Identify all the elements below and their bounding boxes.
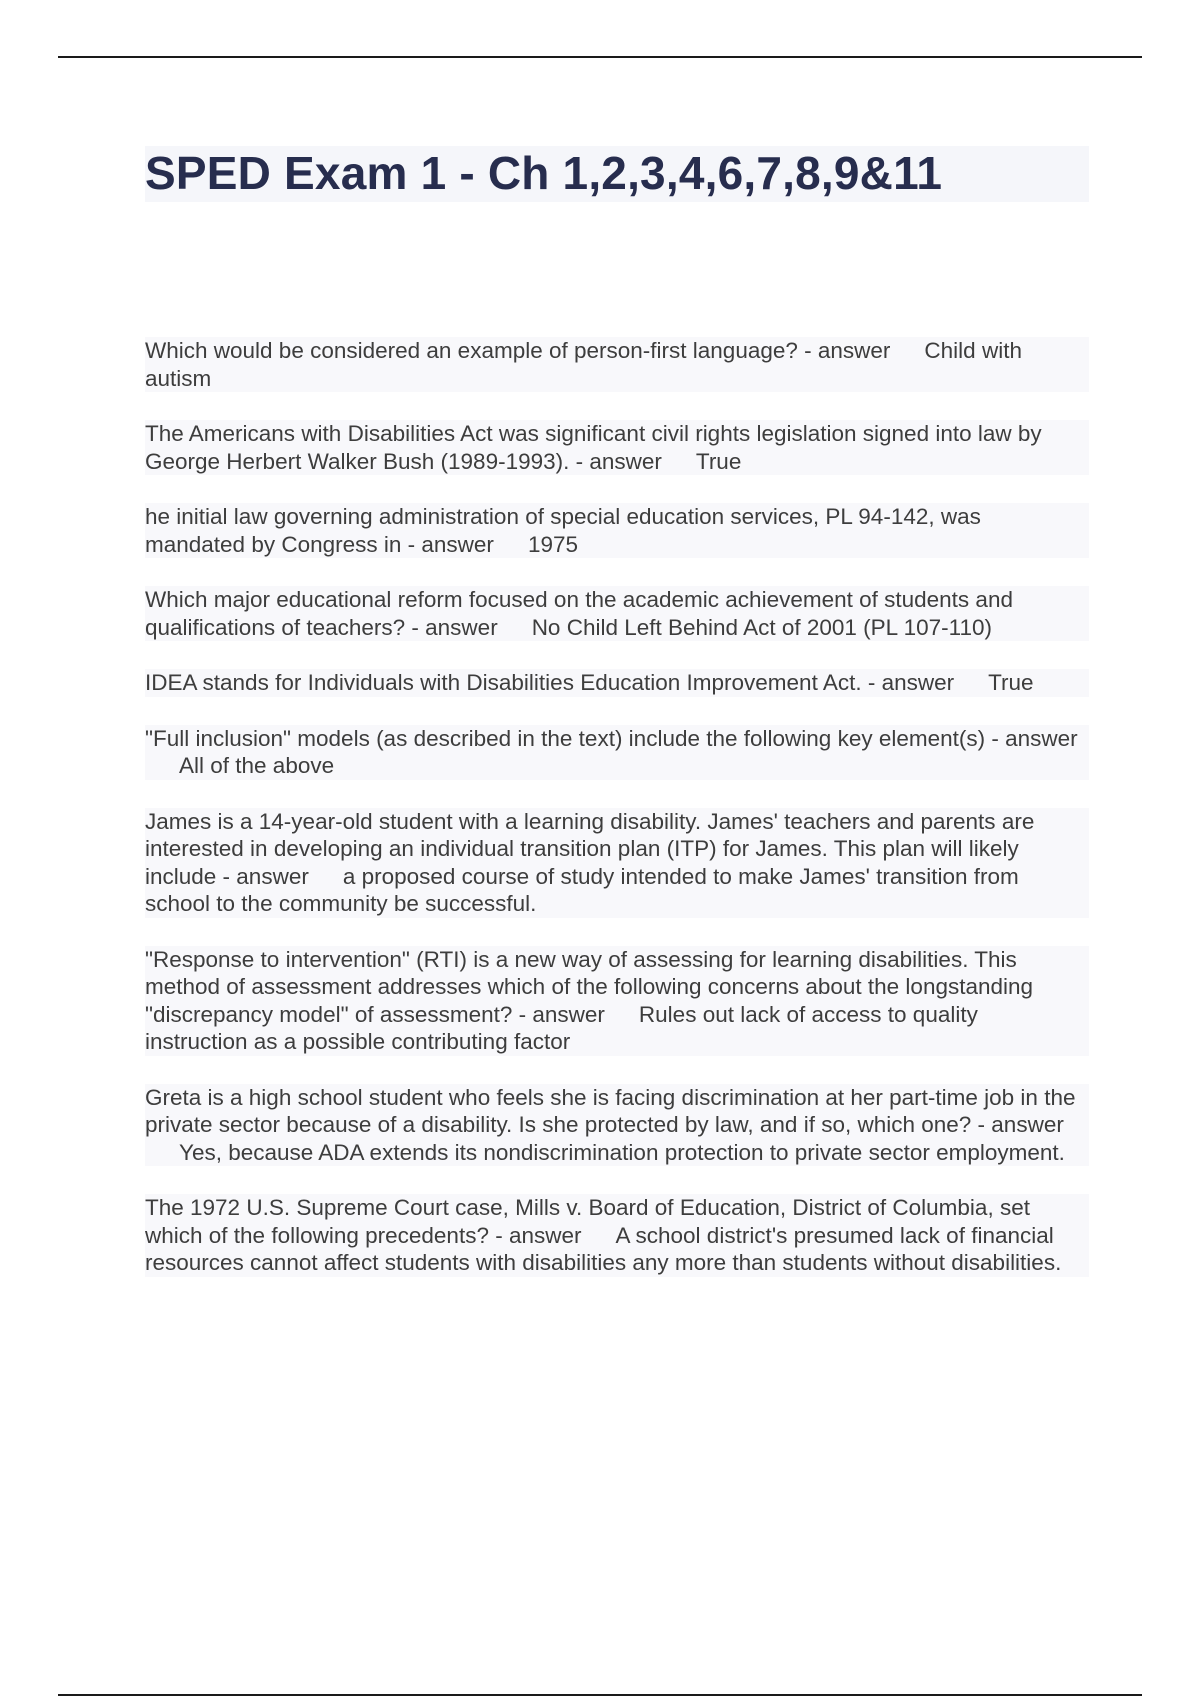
qa-answer: Child with autism <box>145 338 1022 391</box>
qa-answer: Rules out lack of access to quality instruction as a possible contributing factor <box>145 1001 978 1054</box>
qa-item <box>145 420 1089 475</box>
qa-item <box>145 808 1089 918</box>
qa-question: IDEA stands for Individuals with Disabilities Education Improvement Act. - answer <box>145 670 955 695</box>
qa-question: "Response to intervention" (RTI) is a new way of assessing for learning disabilities. This method of assessment addresses which of the following concerns about the longstanding "discrepancy model" of assessment? - answer <box>145 946 1034 1027</box>
qa-item <box>145 1194 1089 1277</box>
qa-question: he initial law governing administration of special education services, PL 94-142, was mandated by Congress in - answer <box>145 504 981 557</box>
qa-question: Which would be considered an example of person-first language? - answer <box>145 338 891 363</box>
top-divider <box>58 56 1142 58</box>
qa-answer: All of the above <box>179 753 335 778</box>
qa-question: Which major educational reform focused on the academic achievement of students and qualifications of teachers? - answer <box>145 587 1013 640</box>
qa-list <box>145 337 1089 1305</box>
qa-answer: True <box>988 670 1034 695</box>
qa-item <box>145 337 1089 392</box>
qa-question: Greta is a high school student who feels she is facing discrimination at her part-time job in the private sector because of a disability. Is she protected by law, and if so, which one? - answer <box>145 1084 1076 1137</box>
qa-answer: a proposed course of study intended to make James' transition from school to the community be successful. <box>145 863 1019 916</box>
qa-question: James is a 14-year-old student with a learning disability. James' teachers and parents are interested in developing an individual transition plan (ITP) for James. This plan will likely include - answer <box>145 808 1035 889</box>
qa-item <box>145 503 1089 558</box>
qa-item <box>145 946 1089 1056</box>
qa-answer: Yes, because ADA extends its nondiscrimination protection to private sector employment. <box>179 1139 1065 1165</box>
qa-answer: No Child Left Behind Act of 2001 (PL 107-110) <box>531 614 992 640</box>
qa-question: "Full inclusion" models (as described in the text) include the following key element(s) - answer <box>145 725 1078 751</box>
qa-item <box>145 669 1089 697</box>
qa-question: The 1972 U.S. Supreme Court case, Mills v. Board of Education, District of Columbia, set which of the following precedents? - answer <box>145 1195 1030 1248</box>
bottom-divider <box>58 1694 1142 1696</box>
qa-answer: 1975 <box>527 531 578 557</box>
qa-item <box>145 1084 1089 1167</box>
qa-question: The Americans with Disabilities Act was significant civil rights legislation signed into law by George Herbert Walker Bush (1989-1993). - answer <box>145 421 1042 474</box>
qa-item <box>145 725 1089 780</box>
qa-answer: True <box>695 448 742 474</box>
qa-item <box>145 586 1089 641</box>
page-title: SPED Exam 1 - Ch 1,2,3,4,6,7,8,9&11 <box>145 147 943 199</box>
qa-answer: A school district's presumed lack of financial resources cannot affect students with disabilities any more than students without disabilities. <box>145 1222 1062 1275</box>
